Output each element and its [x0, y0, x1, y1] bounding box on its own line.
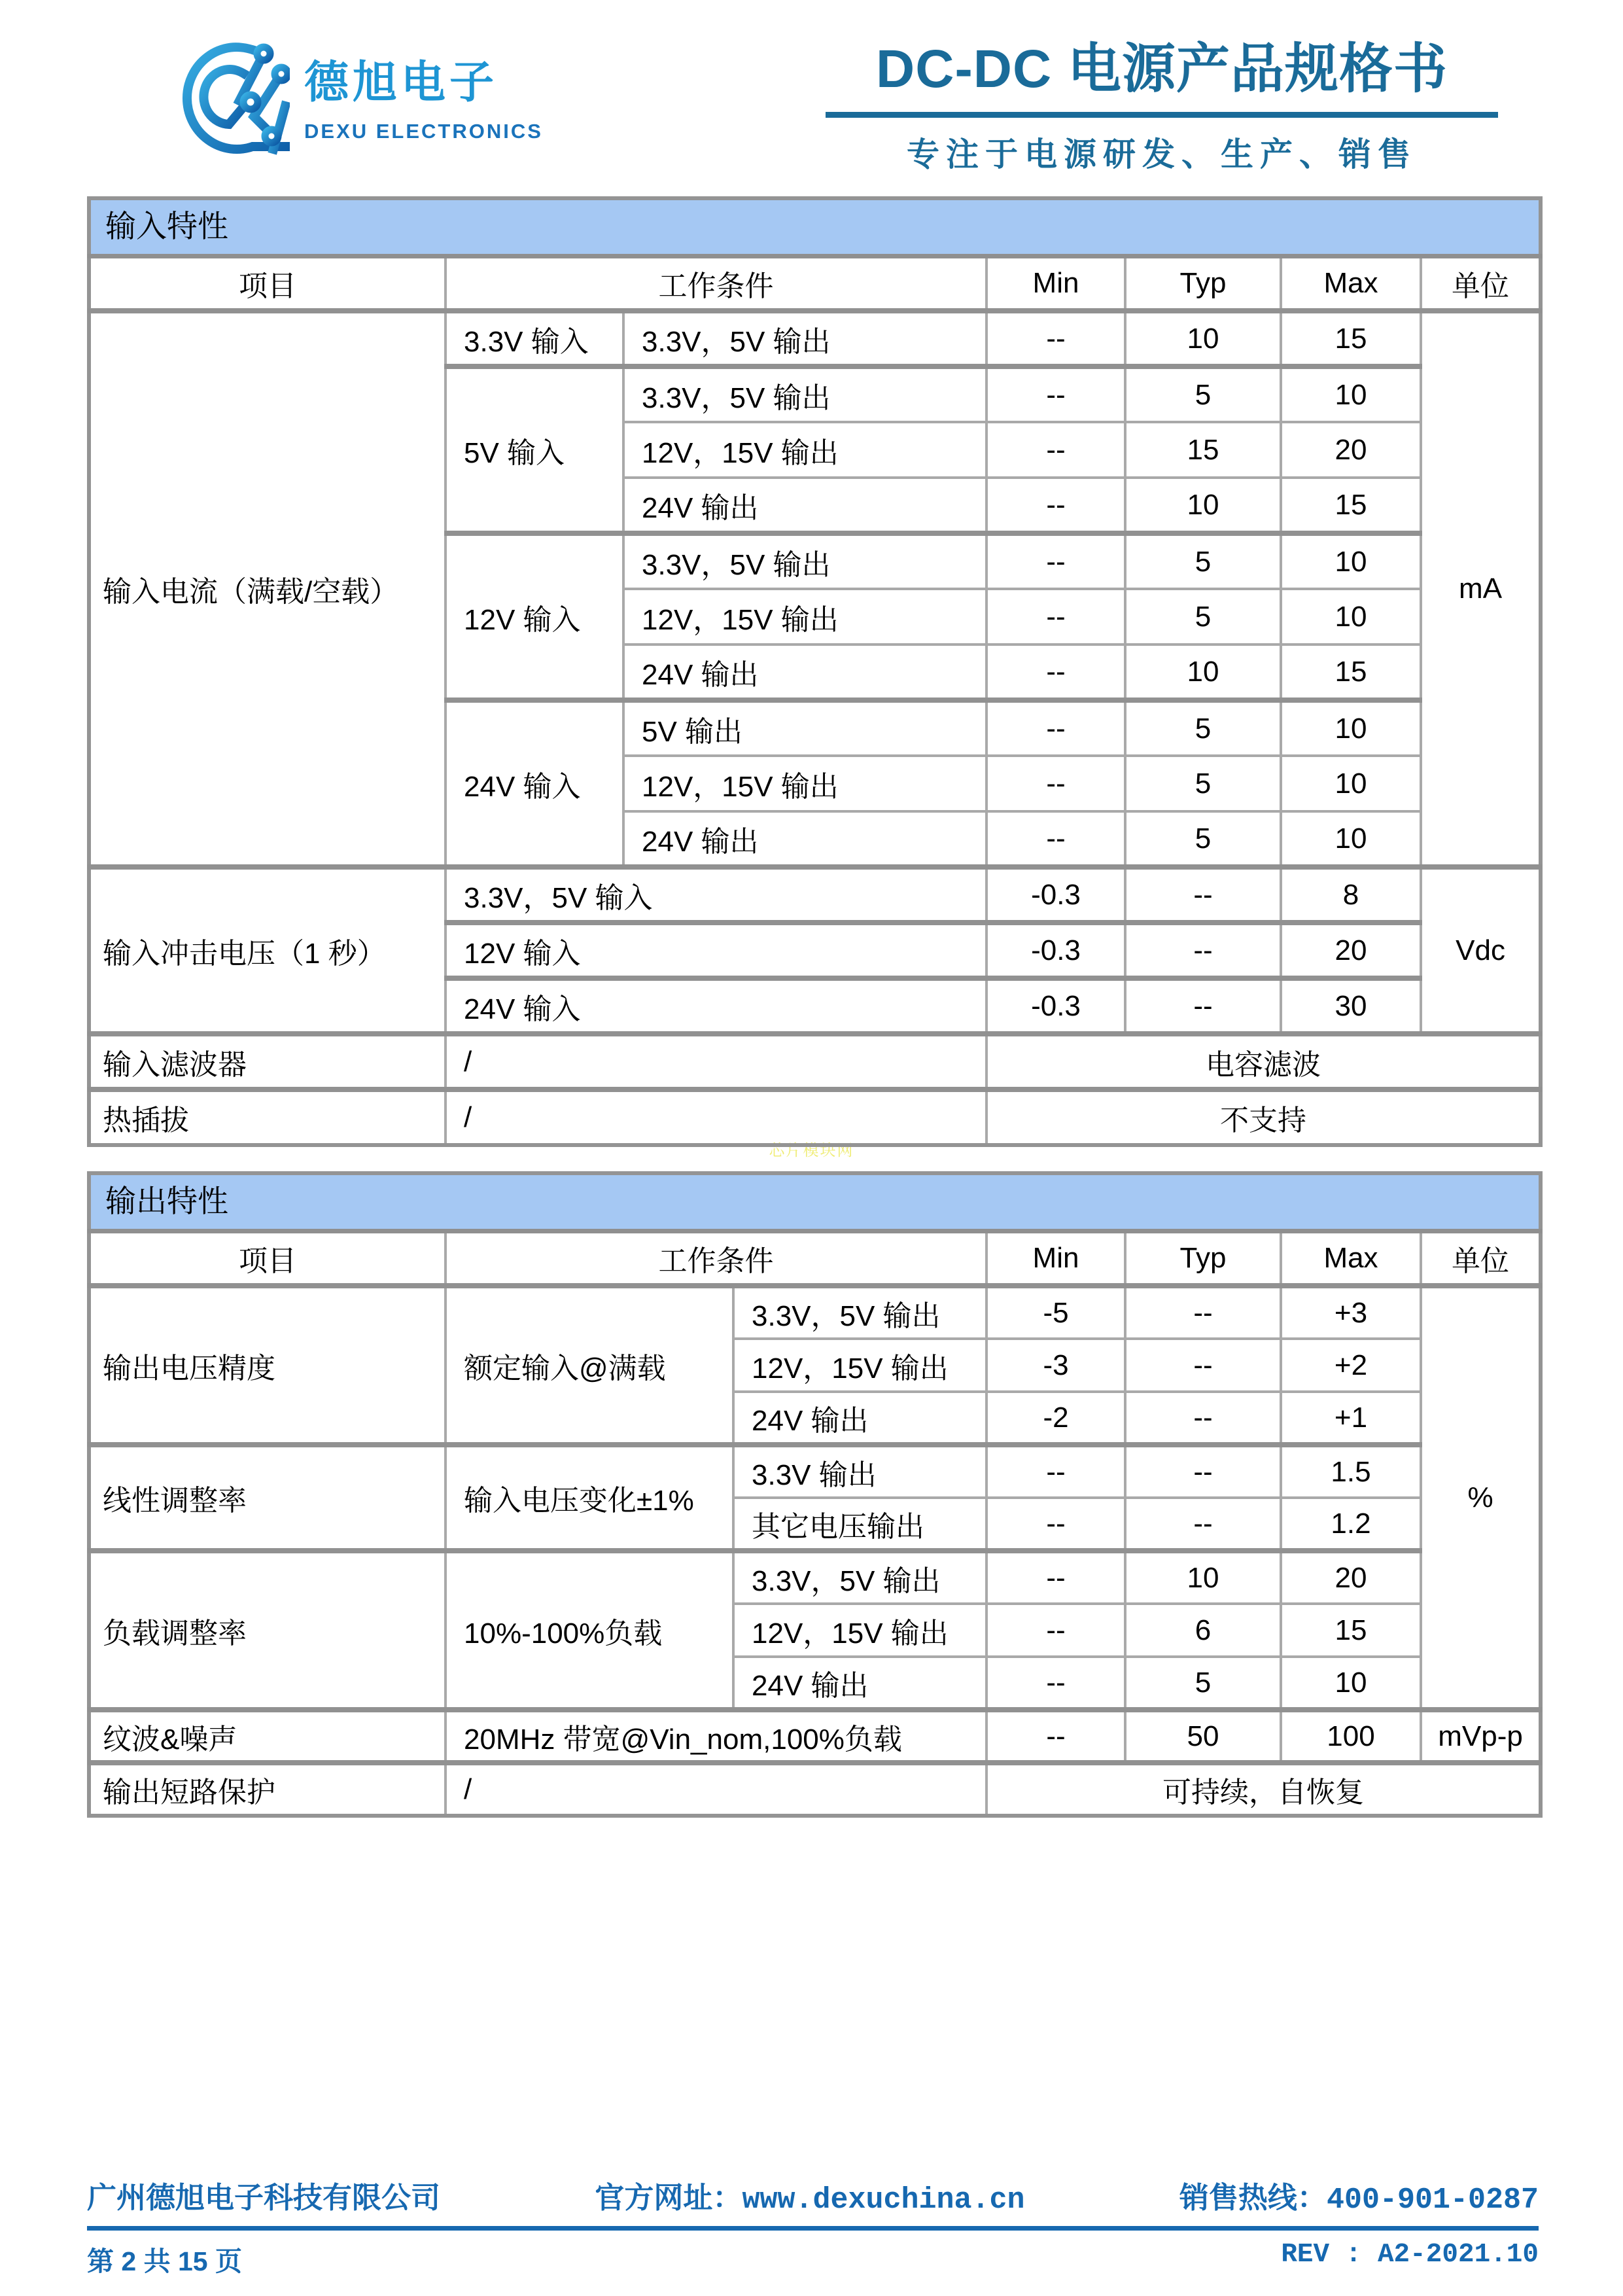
max-cell: 8: [1281, 867, 1421, 923]
max-cell: 20: [1281, 1551, 1421, 1604]
output-cell: 12V，15V 输出: [733, 1339, 986, 1392]
output-cell: 其它电压输出: [733, 1498, 986, 1551]
output-cell: 24V 输出: [623, 645, 986, 700]
min-cell: --: [986, 1710, 1125, 1763]
output-cell: 12V，15V 输出: [623, 589, 986, 645]
input-cell: 12V 输入: [445, 533, 623, 700]
item-cell: 输出短路保护: [89, 1763, 445, 1816]
page-footer: [87, 2174, 1539, 2278]
max-cell: 10: [1281, 1657, 1421, 1710]
typ-cell: --: [1125, 1339, 1281, 1392]
min-cell: --: [986, 311, 1125, 366]
col-header-typ: Typ: [1125, 1231, 1281, 1286]
typ-cell: 5: [1125, 366, 1281, 422]
min-cell: -5: [986, 1286, 1125, 1339]
output-cell: 5V 输出: [623, 700, 986, 756]
unit-cell: Vdc: [1421, 867, 1541, 1034]
footer-hotline: [1179, 2174, 1539, 2217]
max-cell: 1.2: [1281, 1498, 1421, 1551]
cond-cell: 20MHz 带宽@Vin_nom,100%负载: [445, 1710, 986, 1763]
section-title-output: 输出特性: [89, 1173, 1541, 1231]
footer-website: [595, 2174, 1024, 2217]
min-cell: --: [986, 756, 1125, 811]
min-cell: --: [986, 811, 1125, 867]
max-cell: 20: [1281, 923, 1421, 978]
min-cell: --: [986, 1498, 1125, 1551]
col-header-min: Min: [986, 1231, 1125, 1286]
footer-meta-line: [87, 2240, 1539, 2278]
item-cell: 输出电压精度: [89, 1286, 445, 1445]
output-cell: 24V 输出: [623, 478, 986, 533]
typ-cell: 15: [1125, 422, 1281, 478]
value-cell: 电容滤波: [986, 1034, 1541, 1089]
col-header-item: 项目: [89, 1231, 445, 1286]
output-cell: 3.3V 输出: [733, 1445, 986, 1498]
output-cell: 3.3V，5V 输出: [623, 533, 986, 589]
footer-contact-line: [87, 2174, 1539, 2217]
cond-cell: 输入电压变化±1%: [445, 1445, 733, 1551]
output-cell: 24V 输出: [623, 811, 986, 867]
footer-divider: [87, 2226, 1539, 2231]
output-cell: 12V，15V 输出: [733, 1604, 986, 1657]
max-cell: +1: [1281, 1392, 1421, 1445]
typ-cell: --: [1125, 1498, 1281, 1551]
footer-website-url: www.dexuchina.cn: [742, 2183, 1025, 2217]
min-cell: --: [986, 1445, 1125, 1498]
circuit-logo-icon: [156, 38, 290, 157]
col-header-condition: 工作条件: [445, 1231, 986, 1286]
min-cell: --: [986, 645, 1125, 700]
min-cell: -0.3: [986, 978, 1125, 1034]
max-cell: +3: [1281, 1286, 1421, 1339]
col-header-unit: 单位: [1421, 256, 1541, 311]
min-cell: --: [986, 478, 1125, 533]
typ-cell: 5: [1125, 533, 1281, 589]
value-cell: 可持续，自恢复: [986, 1763, 1541, 1816]
typ-cell: 6: [1125, 1604, 1281, 1657]
title-underline: [826, 112, 1498, 118]
footer-hotline-number: 400-901-0287: [1326, 2183, 1539, 2217]
typ-cell: --: [1125, 1286, 1281, 1339]
max-cell: 10: [1281, 366, 1421, 422]
footer-website-label: 官方网址：: [595, 2181, 742, 2214]
output-cell: 12V，15V 输出: [623, 756, 986, 811]
typ-cell: 5: [1125, 811, 1281, 867]
watermark-text: 芯片模块网: [769, 1142, 854, 1159]
document-title-block: [826, 26, 1498, 175]
typ-cell: --: [1125, 867, 1281, 923]
company-logo: [156, 38, 543, 157]
max-cell: 10: [1281, 533, 1421, 589]
output-cell: 3.3V，5V 输出: [733, 1286, 986, 1339]
footer-hotline-label: 销售热线：: [1179, 2181, 1327, 2214]
unit-cell: mA: [1421, 311, 1541, 867]
min-cell: --: [986, 422, 1125, 478]
footer-revision: REV : A2-2021.10: [1281, 2240, 1539, 2270]
cond-cell: 24V 输入: [445, 978, 986, 1034]
typ-cell: --: [1125, 1392, 1281, 1445]
output-characteristics-table: [87, 1171, 1543, 1818]
max-cell: 1.5: [1281, 1445, 1421, 1498]
max-cell: 10: [1281, 811, 1421, 867]
min-cell: --: [986, 1604, 1125, 1657]
output-cell: 12V，15V 输出: [623, 422, 986, 478]
typ-cell: 10: [1125, 478, 1281, 533]
footer-company: 广州德旭电子科技有限公司: [87, 2181, 441, 2214]
item-cell: 负载调整率: [89, 1551, 445, 1710]
min-cell: --: [986, 533, 1125, 589]
cond-cell: 10%-100%负载: [445, 1551, 733, 1710]
output-cell: 3.3V，5V 输出: [623, 366, 986, 422]
item-cell: 输入电流（满载/空载）: [89, 311, 445, 867]
logo-chinese-name: 德旭电子: [304, 58, 498, 107]
typ-cell: 5: [1125, 756, 1281, 811]
max-cell: 15: [1281, 311, 1421, 366]
cond-cell: /: [445, 1089, 986, 1145]
typ-cell: 10: [1125, 645, 1281, 700]
col-header-max: Max: [1281, 1231, 1421, 1286]
max-cell: 20: [1281, 422, 1421, 478]
col-header-item: 项目: [89, 256, 445, 311]
typ-cell: 5: [1125, 700, 1281, 756]
min-cell: --: [986, 366, 1125, 422]
col-header-min: Min: [986, 256, 1125, 311]
max-cell: 10: [1281, 756, 1421, 811]
unit-cell: %: [1421, 1286, 1541, 1710]
input-cell: 24V 输入: [445, 700, 623, 867]
logo-english-name: DEXU ELECTRONICS: [304, 120, 543, 143]
min-cell: --: [986, 1551, 1125, 1604]
min-cell: --: [986, 589, 1125, 645]
cond-cell: /: [445, 1763, 986, 1816]
typ-cell: 10: [1125, 1551, 1281, 1604]
col-header-condition: 工作条件: [445, 256, 986, 311]
cond-cell: 额定输入@满载: [445, 1286, 733, 1445]
max-cell: 30: [1281, 978, 1421, 1034]
min-cell: -2: [986, 1392, 1125, 1445]
item-cell: 输入滤波器: [89, 1034, 445, 1089]
max-cell: 10: [1281, 700, 1421, 756]
typ-cell: --: [1125, 923, 1281, 978]
item-cell: 线性调整率: [89, 1445, 445, 1551]
document-title: DC-DC 电源产品规格书: [876, 39, 1448, 99]
col-header-typ: Typ: [1125, 256, 1281, 311]
item-cell: 纹波&噪声: [89, 1710, 445, 1763]
input-characteristics-table: [87, 196, 1543, 1147]
cond-cell: 12V 输入: [445, 923, 986, 978]
unit-cell: mVp-p: [1421, 1710, 1541, 1763]
output-cell: 3.3V，5V 输出: [623, 311, 986, 366]
max-cell: 15: [1281, 1604, 1421, 1657]
max-cell: 15: [1281, 478, 1421, 533]
min-cell: -3: [986, 1339, 1125, 1392]
output-cell: 3.3V，5V 输出: [733, 1551, 986, 1604]
output-cell: 24V 输出: [733, 1392, 986, 1445]
max-cell: 15: [1281, 645, 1421, 700]
item-cell: 热插拔: [89, 1089, 445, 1145]
output-cell: 24V 输出: [733, 1657, 986, 1710]
typ-cell: 5: [1125, 1657, 1281, 1710]
input-cell: 3.3V 输入: [445, 311, 623, 366]
typ-cell: 10: [1125, 311, 1281, 366]
section-title-input: 输入特性: [89, 198, 1541, 256]
typ-cell: --: [1125, 978, 1281, 1034]
min-cell: --: [986, 700, 1125, 756]
value-cell: 不支持: [986, 1089, 1541, 1145]
typ-cell: --: [1125, 1445, 1281, 1498]
footer-page-number: 第 2 共 15 页: [87, 2246, 242, 2276]
min-cell: -0.3: [986, 867, 1125, 923]
min-cell: --: [986, 1657, 1125, 1710]
col-header-max: Max: [1281, 256, 1421, 311]
typ-cell: 5: [1125, 589, 1281, 645]
cond-cell: 3.3V，5V 输入: [445, 867, 986, 923]
document-subtitle: 专注于电源研发、生产、销售: [907, 136, 1417, 173]
item-cell: 输入冲击电压（1 秒）: [89, 867, 445, 1034]
max-cell: +2: [1281, 1339, 1421, 1392]
max-cell: 10: [1281, 589, 1421, 645]
cond-cell: /: [445, 1034, 986, 1089]
typ-cell: 50: [1125, 1710, 1281, 1763]
max-cell: 100: [1281, 1710, 1421, 1763]
col-header-unit: 单位: [1421, 1231, 1541, 1286]
input-cell: 5V 输入: [445, 366, 623, 533]
min-cell: -0.3: [986, 923, 1125, 978]
